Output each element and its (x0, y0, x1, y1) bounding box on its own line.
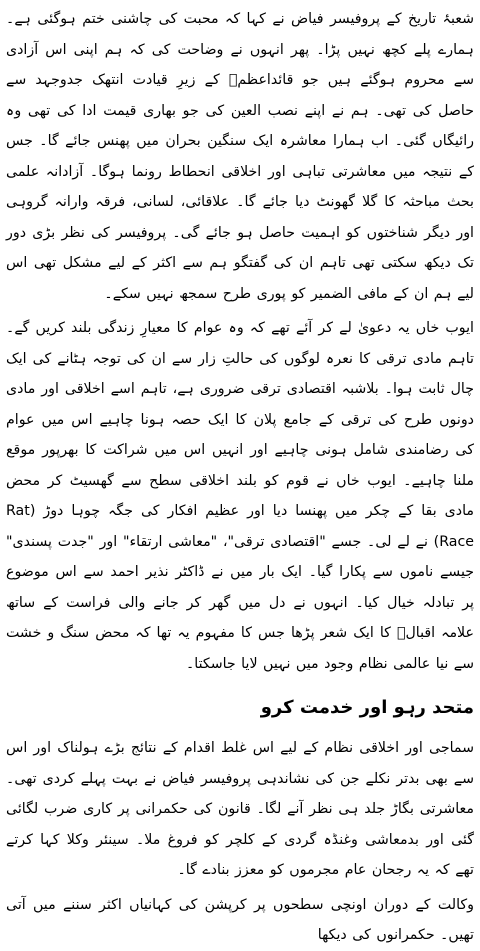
paragraph-advocacy: وکالت کے دوران اونچی سطحوں پر کرپشن کی کہانیاں اکثر سننے میں آتی تھیں۔ حکمرانوں کی دیکھا (6, 896, 474, 943)
paragraph-professor-fayyaz: شعبۂ تاریخ کے پروفیسر فیاض نے کہا کہ محبت کی چاشنی ختم ہوگئی ہے۔ ہمارے پلے کچھ نہیں پڑا۔ پھر انہوں نے وضاحت کی کہ ہم اپنی اس آزادی سے محروم ہوگئے ہیں جو قائداعظمؒ کے زیرِ قیادت انتھک جدوجہد سے حاصل کی تھی۔ ہم نے اپنے نصب العین کی جو بھاری قیمت ادا کی تھی وہ رائیگاں گئی۔ اب ہمارا معاشرہ ایک سنگین بحران میں پھنس جائے گا۔ جس کے نتیجہ میں معاشرتی تباہی اور اخلاقی انحطاط رونما ہوگا۔ آزادانہ علمی بحث مباحثہ کا گلا گھونٹ دیا جائے گا۔ علاقائی، لسانی، فرقہ وارانہ گروہی اور دیگر شناختوں کو اہمیت حاصل ہو جائے گی۔ پروفیسر کی نظر بڑی دور تک دیکھ سکتی تھی تاہم ان کی گفتگو ہم سے اکثر کے لیے مشکل تھی اس لیے ہم ان کے مافی الضمیر کو پوری طرح سمجھ نہیں سکے۔ (6, 11, 474, 302)
section-heading: متحد رہو اور خدمت کرو (260, 697, 474, 718)
paragraph-ayub-khan: ایوب خاں یہ دعویٰ لے کر آئے تھے کہ وہ عوام کا معیارِ زندگی بلند کریں گے۔ تاہم مادی ترقی کا نعرہ لوگوں کی حالتِ زار سے ان کی توجہ ہٹانے کی ایک چال ثابت ہوا۔ بلاشبہ اقتصادی ترقی ضروری ہے، تاہم اسے اخلاقی اور مادی دونوں طرح کی ترقی کے جامع پلان کا ایک حصہ ہونا چاہیے اس میں عوام کی رضامندی شامل ہونی چاہیے اور انہیں اس میں شراکت کا بھرپور موقع ملنا چاہیے۔ ایوب خاں نے قوم کو بلند اخلاقی سطح سے گھسیٹ کر محض مادی بقا کے چکر میں پھنسا دیا اور عظیم افکار کی جگہ چوہا دوڑ (Rat Race) نے لے لی۔ جسے "اقتصادی ترقی"، "معاشی ارتقاء" اور "جدت پسندی" جیسے ناموں سے پکارا گیا۔ ایک بار میں نے ڈاکٹر نذیر احمد سے اس موضوع پر تبادلہ خیال کیا۔ انہوں نے دل میں گھر کر جانے والی فراست کے ساتھ علامہ اقبالؒ کا ایک شعر پڑھا جس کا مفہوم یہ تھا کہ محض سنگ و خشت سے نیا عالمی نظام وجود میں نہیں لایا جاسکتا۔ (6, 320, 474, 672)
paragraph-social-order: سماجی اور اخلاقی نظام کے لیے اس غلط اقدام کے نتائج بڑے ہولناک اور اس سے بھی بدتر نکلے جن کی نشاندہی پروفیسر فیاض نے بہت پہلے کردی تھی۔ معاشرتی بگاڑ جلد ہی نظر آنے لگا۔ قانون کی حکمرانی پر کاری ضرب لگائی گئی اور بدمعاشی وغنڈہ گردی کے کلچر کو فروغ ملا۔ سینئر وکلا کہا کرتے تھے کہ یہ رجحان عام مجرموں کو معزز بنادے گا۔ (6, 740, 474, 878)
